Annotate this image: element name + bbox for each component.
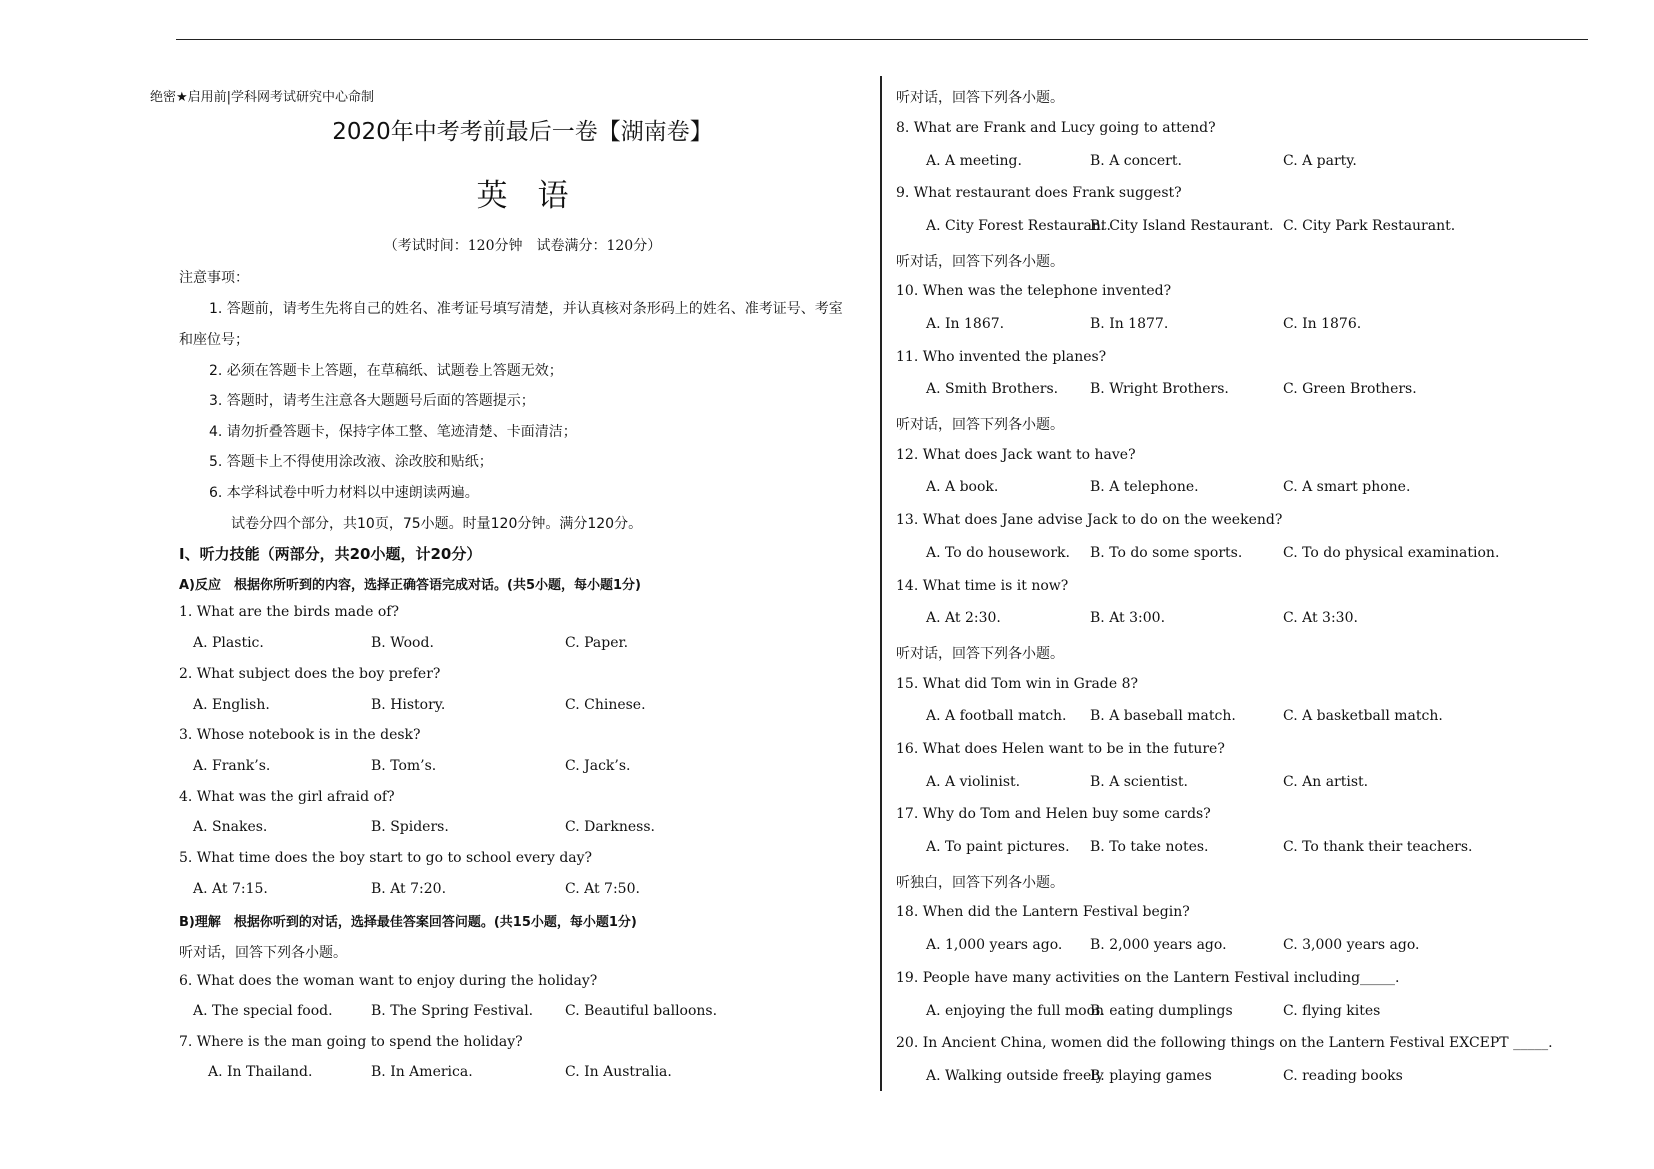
option-13c: C. To do physical examination.: [1283, 545, 1500, 561]
question-8: 8. What are Frank and Lucy going to attend?: [896, 120, 1216, 136]
question-12: 12. What does Jack want to have?: [896, 447, 1136, 463]
option-10a: A. In 1867.: [926, 316, 1005, 332]
option-14b: B. At 3:00.: [1090, 610, 1166, 626]
option-19a: A. enjoying the full moon: [926, 1003, 1105, 1019]
option-3c: C. Jack’s.: [565, 758, 631, 774]
question-2: 2. What subject does the boy prefer?: [179, 666, 441, 682]
option-15b: B. A baseball match.: [1090, 708, 1236, 724]
question-4: 4. What was the girl afraid of?: [179, 789, 395, 805]
instruction-dialogue-5: 听对话，回答下列各小题。: [896, 646, 1064, 662]
question-19: 19. People have many activities on the Lantern Festival including_____.: [896, 970, 1400, 986]
exam-info: （考试时间：120分钟 试卷满分：120分）: [383, 238, 662, 254]
option-11a: A. Smith Brothers.: [926, 381, 1059, 397]
option-19b: B. eating dumplings: [1090, 1003, 1233, 1019]
question-14: 14. What time is it now?: [896, 578, 1069, 594]
note-item-4: 4. 请勿折叠答题卡，保持字体工整、笔迹清楚、卡面清洁；: [209, 424, 577, 440]
option-13a: A. To do housework.: [926, 545, 1070, 561]
option-7b: B. In America.: [371, 1064, 473, 1080]
option-4a: A. Snakes.: [193, 819, 268, 835]
option-12a: A. A book.: [926, 479, 999, 495]
question-16: 16. What does Helen want to be in the future?: [896, 741, 1225, 757]
question-7: 7. Where is the man going to spend the holiday?: [179, 1034, 523, 1050]
option-10c: C. In 1876.: [1283, 316, 1362, 332]
note-item-1: 1. 答题前，请考生先将自己的姓名、准考证号填写清楚，并认真核对条形码上的姓名、准考证号、考室: [209, 301, 843, 317]
option-9c: C. City Park Restaurant.: [1283, 218, 1456, 234]
option-7c: C. In Australia.: [565, 1064, 672, 1080]
option-17a: A. To paint pictures.: [926, 839, 1070, 855]
option-16a: A. A violinist.: [926, 774, 1021, 790]
note-item-1-cont: 和座位号；: [179, 332, 249, 348]
option-20c: C. reading books: [1283, 1068, 1403, 1084]
option-18b: B. 2,000 years ago.: [1090, 937, 1227, 953]
option-2b: B. History.: [371, 697, 446, 713]
option-5c: C. At 7:50.: [565, 881, 640, 897]
option-1a: A. Plastic.: [193, 635, 264, 651]
notes-summary: 试卷分四个部分，共10页，75小题。时量120分钟。满分120分。: [231, 516, 643, 532]
note-item-6: 6. 本学科试卷中听力材料以中速朗读两遍。: [209, 485, 479, 501]
note-item-3: 3. 答题时，请考生注意各大题题号后面的答题提示；: [209, 393, 535, 409]
option-15a: A. A football match.: [926, 708, 1067, 724]
option-5a: A. At 7:15.: [193, 881, 268, 897]
option-14a: A. At 2:30.: [926, 610, 1001, 626]
question-11: 11. Who invented the planes?: [896, 349, 1107, 365]
question-3: 3. Whose notebook is in the desk?: [179, 727, 421, 743]
option-7a: A. In Thailand.: [208, 1064, 313, 1080]
option-16c: C. An artist.: [1283, 774, 1369, 790]
question-17: 17. Why do Tom and Helen buy some cards?: [896, 806, 1211, 822]
question-13: 13. What does Jane advise Jack to do on the weekend?: [896, 512, 1283, 528]
option-1c: C. Paper.: [565, 635, 629, 651]
section-heading: I、听力技能（两部分，共20小题，计20分）: [179, 545, 482, 563]
option-3a: A. Frank’s.: [193, 758, 271, 774]
instruction-monologue: 听独白，回答下列各小题。: [896, 875, 1064, 891]
note-item-5: 5. 答题卡上不得使用涂改液、涂改胶和贴纸；: [209, 454, 493, 470]
option-16b: B. A scientist.: [1090, 774, 1188, 790]
notes-heading: 注意事项：: [179, 270, 249, 286]
question-9: 9. What restaurant does Frank suggest?: [896, 185, 1182, 201]
option-2c: C. Chinese.: [565, 697, 646, 713]
option-1b: B. Wood.: [371, 635, 434, 651]
instruction-dialogue-1: 听对话，回答下列各小题。: [179, 945, 347, 961]
option-17b: B. To take notes.: [1090, 839, 1209, 855]
option-15c: C. A basketball match.: [1283, 708, 1443, 724]
question-15: 15. What did Tom win in Grade 8?: [896, 676, 1139, 692]
option-3b: B. Tom’s.: [371, 758, 437, 774]
question-1: 1. What are the birds made of?: [179, 604, 399, 620]
question-5: 5. What time does the boy start to go to school every day?: [179, 850, 593, 866]
option-19c: C. flying kites: [1283, 1003, 1381, 1019]
note-item-2: 2. 必须在答题卡上答题，在草稿纸、试题卷上答题无效；: [209, 363, 563, 379]
option-8b: B. A concert.: [1090, 153, 1182, 169]
option-17c: C. To thank their teachers.: [1283, 839, 1473, 855]
option-14c: C. At 3:30.: [1283, 610, 1358, 626]
header-rule: [176, 39, 1588, 40]
option-2a: A. English.: [193, 697, 270, 713]
part-a-heading: A)反应 根据你所听到的内容，选择正确答语完成对话。(共5小题，每小题1分): [179, 578, 641, 593]
secret-line: 绝密★启用前|学科网考试研究中心命制: [150, 90, 375, 105]
option-5b: B. At 7:20.: [371, 881, 447, 897]
question-20: 20. In Ancient China, women did the following things on the Lantern Festival EXCEPT _____.: [896, 1035, 1553, 1051]
instruction-dialogue-4: 听对话，回答下列各小题。: [896, 417, 1064, 433]
option-11b: B. Wright Brothers.: [1090, 381, 1229, 397]
option-6a: A. The special food.: [193, 1003, 333, 1019]
part-b-heading: B)理解 根据你听到的对话，选择最佳答案回答问题。(共15小题，每小题1分): [179, 915, 637, 930]
option-12b: B. A telephone.: [1090, 479, 1199, 495]
option-8c: C. A party.: [1283, 153, 1357, 169]
option-8a: A. A meeting.: [926, 153, 1022, 169]
option-20a: A. Walking outside freely: [926, 1068, 1104, 1084]
option-4c: C. Darkness.: [565, 819, 655, 835]
option-9b: B. City Island Restaurant.: [1090, 218, 1274, 234]
question-6: 6. What does the woman want to enjoy during the holiday?: [179, 973, 598, 989]
option-20b: B. playing games: [1090, 1068, 1212, 1084]
option-12c: C. A smart phone.: [1283, 479, 1411, 495]
subject-title: 英语: [476, 178, 599, 214]
instruction-dialogue-2: 听对话，回答下列各小题。: [896, 90, 1064, 106]
question-10: 10. When was the telephone invented?: [896, 283, 1172, 299]
option-11c: C. Green Brothers.: [1283, 381, 1417, 397]
option-18a: A. 1,000 years ago.: [926, 937, 1063, 953]
instruction-dialogue-3: 听对话，回答下列各小题。: [896, 254, 1064, 270]
option-6b: B. The Spring Festival.: [371, 1003, 534, 1019]
question-18: 18. When did the Lantern Festival begin?: [896, 904, 1190, 920]
option-6c: C. Beautiful balloons.: [565, 1003, 718, 1019]
option-18c: C. 3,000 years ago.: [1283, 937, 1420, 953]
option-9a: A. City Forest Restaurant.: [926, 218, 1111, 234]
paper-title: 2020年中考考前最后一卷【湖南卷】: [332, 119, 713, 145]
column-divider: [880, 76, 882, 1091]
option-4b: B. Spiders.: [371, 819, 449, 835]
option-10b: B. In 1877.: [1090, 316, 1169, 332]
option-13b: B. To do some sports.: [1090, 545, 1243, 561]
